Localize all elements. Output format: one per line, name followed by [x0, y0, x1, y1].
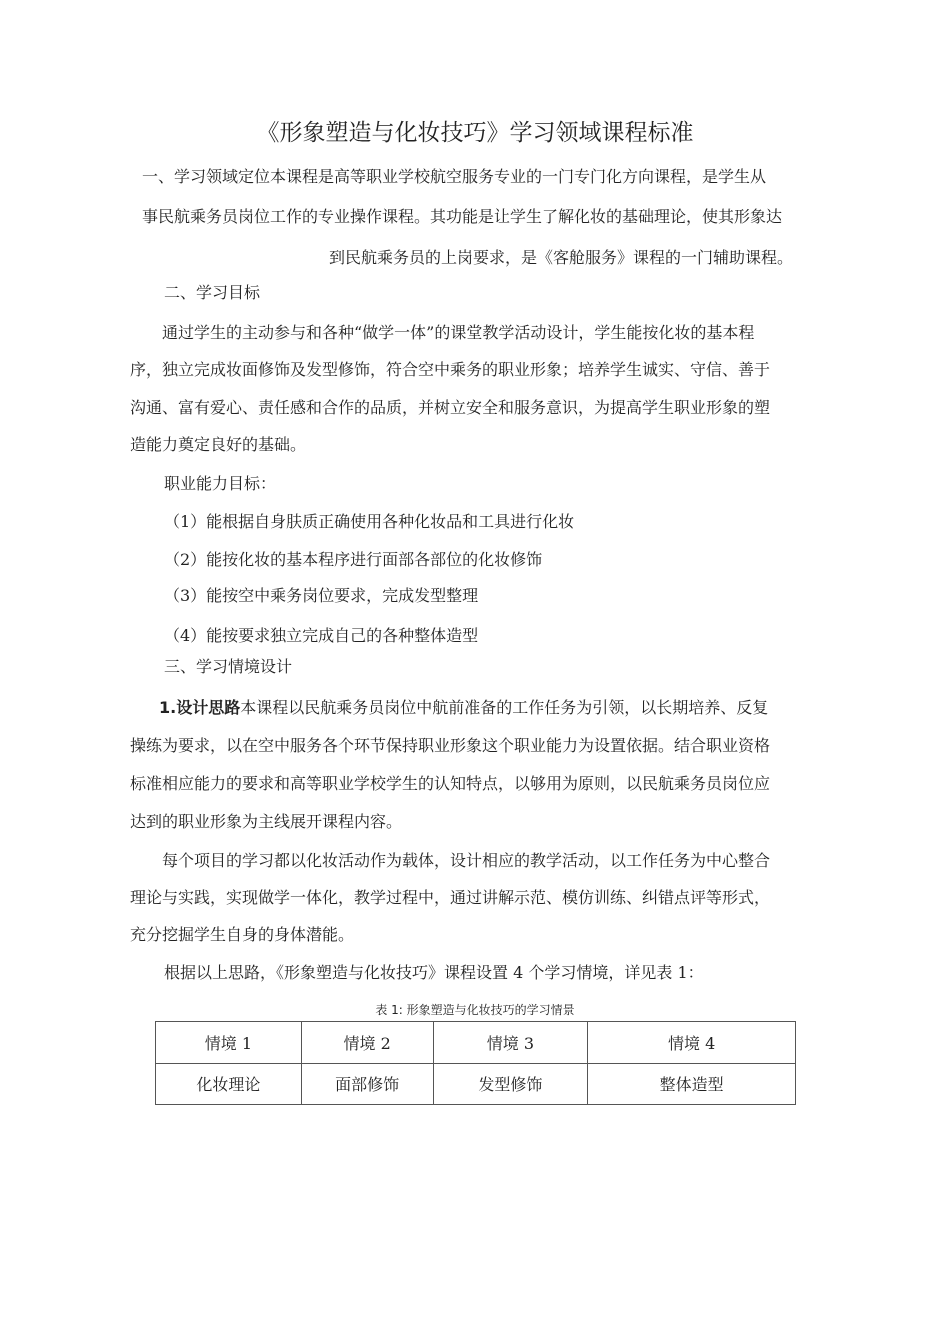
goal-para-line: 通过学生的主动参与和各种“做学一体”的课堂教学活动设计，学生能按化妆的基本程 [162, 323, 755, 342]
ability-item: （2）能按化妆的基本程序进行面部各部位的化妆修饰 [164, 550, 543, 569]
design-para-line: 标准相应能力的要求和高等职业学校学生的认知特点，以够用为原则，以民航乘务员岗位应 [130, 774, 771, 793]
ability-item: （3）能按空中乘务岗位要求，完成发型整理 [164, 586, 479, 605]
project-para-line: 理论与实践，实现做学一体化，教学过程中，通过讲解示范、模仿训练、纠错点评等形式， [130, 888, 771, 907]
table-cell: 化妆理论 [156, 1063, 302, 1105]
project-para-line: 充分挖掘学生自身的身体潜能。 [130, 925, 355, 944]
goal-para-line: 造能力奠定良好的基础。 [130, 435, 307, 454]
table-header-cell: 情境 2 [301, 1022, 433, 1064]
goal-para-line: 沟通、富有爱心、责任感和合作的品质，并树立安全和服务意识，为提高学生职业形象的塑 [130, 398, 771, 417]
goal-para-line: 序，独立完成妆面修饰及发型修饰，符合空中乘务的职业形象；培养学生诚实、守信、善于 [130, 360, 771, 379]
table-header-cell: 情境 3 [433, 1022, 588, 1064]
section1-line3: 到民航乘务员的上岗要求，是《客舱服务》课程的一门辅助课程。 [329, 248, 794, 267]
document-title: 《形象塑造与化妆技巧》学习领域课程标准 [256, 120, 694, 146]
design-text: 本课程以民航乘务员岗位中航前准备的工作任务为引领，以长期培养、反复 [240, 698, 769, 717]
section1-line2: 事民航乘务员岗位工作的专业操作课程。其功能是让学生了解化妆的基础理论，使其形象达 [142, 207, 783, 226]
table-header-cell: 情境 4 [588, 1022, 796, 1064]
section3-heading: 三、学习情境设计 [164, 657, 293, 676]
section2-heading: 二、学习目标 [164, 283, 261, 302]
summary-para: 根据以上思路，《形象塑造与化妆技巧》课程设置 4 个学习情境，详见表 1： [164, 963, 704, 982]
design-para-line: 达到的职业形象为主线展开课程内容。 [130, 812, 403, 831]
section1-line1: 一、学习领域定位本课程是高等职业学校航空服务专业的一门专门化方向课程，是学生从 [142, 167, 767, 186]
table-header-row [156, 1022, 796, 1064]
table-cell: 面部修饰 [301, 1063, 433, 1105]
table-cell: 整体造型 [588, 1063, 796, 1105]
project-para-line: 每个项目的学习都以化妆活动作为载体，设计相应的教学活动，以工作任务为中心整合 [162, 851, 771, 870]
table-cell: 发型修饰 [433, 1063, 588, 1105]
ability-item: （4）能按要求独立完成自己的各种整体造型 [164, 626, 479, 645]
design-para-line: 操练为要求，以在空中服务各个环节保持职业形象这个职业能力为设置依据。结合职业资格 [130, 736, 771, 755]
table-caption: 表 1: 形象塑造与化妆技巧的学习情景 [375, 1003, 575, 1017]
ability-item: （1）能根据自身肤质正确使用各种化妆品和工具进行化妆 [164, 512, 575, 531]
table-row [156, 1063, 796, 1105]
design-para-line [159, 697, 768, 719]
situation-table [155, 1021, 796, 1105]
design-label: 1.设计思路 [159, 698, 241, 717]
ability-heading: 职业能力目标： [164, 474, 277, 493]
table-header-cell: 情境 1 [156, 1022, 302, 1064]
